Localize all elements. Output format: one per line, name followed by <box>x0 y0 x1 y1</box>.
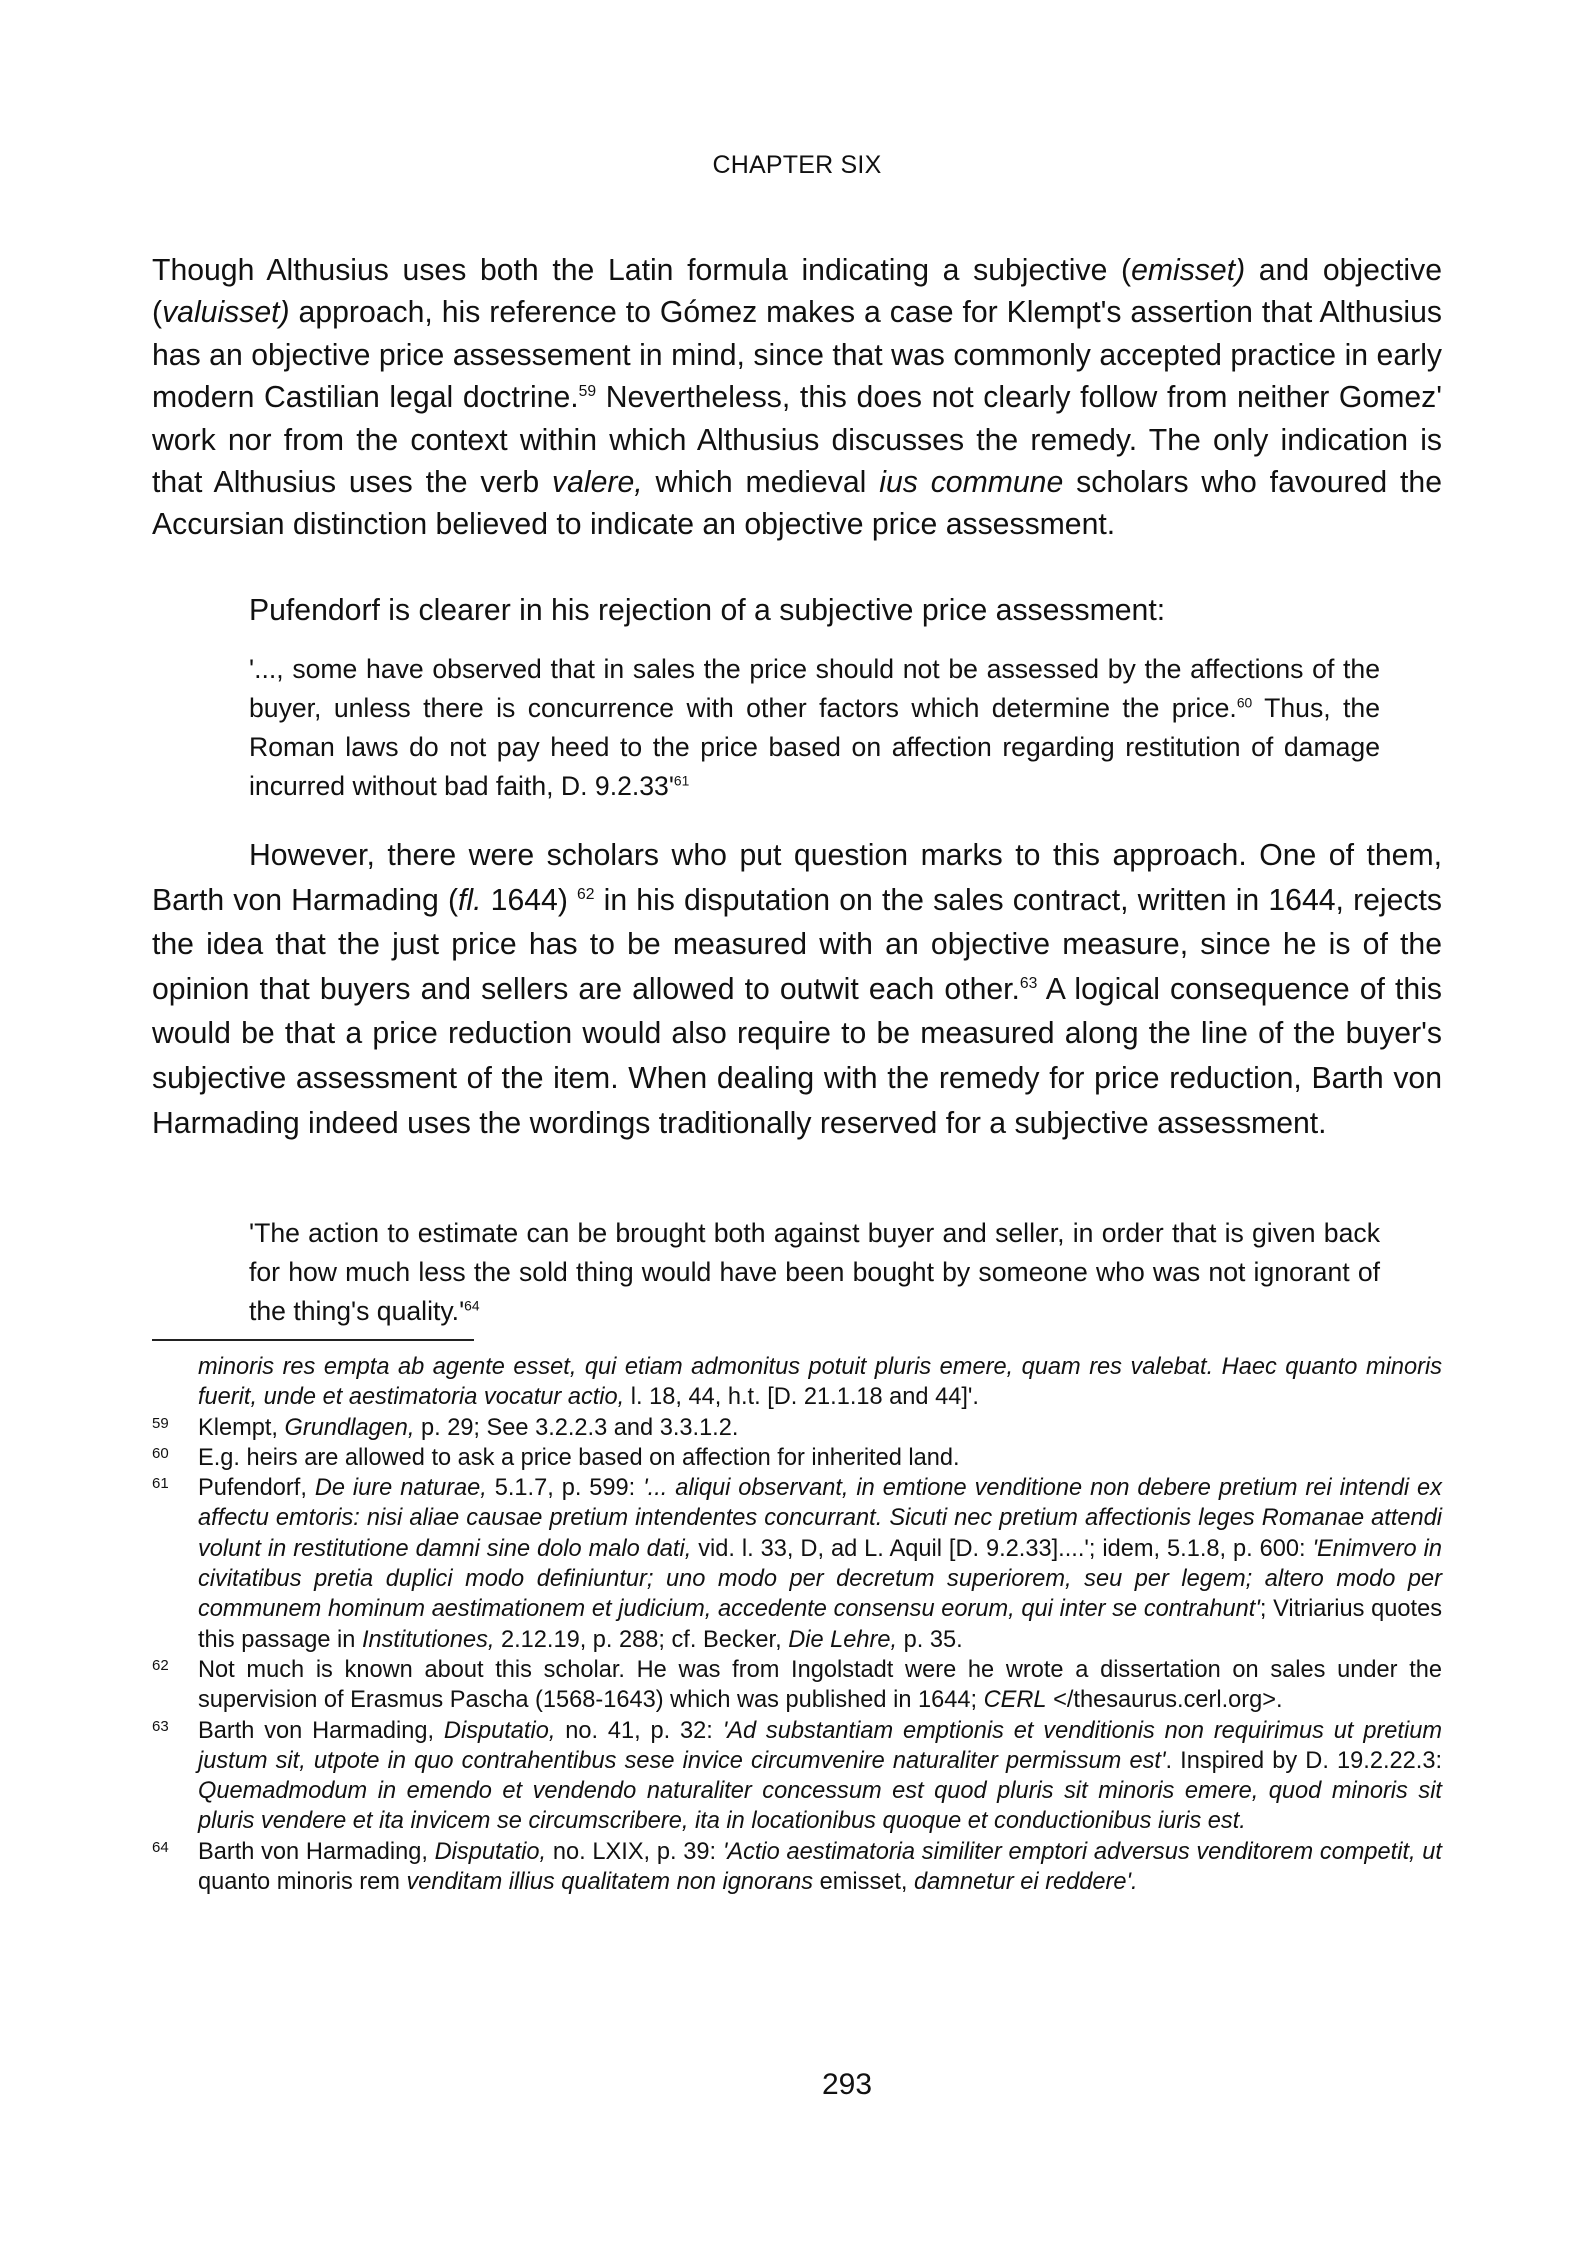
text-run: E.g. heirs are allowed to ask a price based on affection for inherited land. <box>198 1444 960 1471</box>
footnote-reference[interactable]: 60 <box>1236 694 1253 711</box>
text-run: emisset, <box>813 1869 915 1896</box>
body-paragraph-harmading <box>152 834 1442 1146</box>
italic-text: valere, <box>552 466 643 500</box>
text-run: Pufendorf is clearer in his rejection of a subjective price assessment: <box>249 594 1166 627</box>
footnote-reference[interactable]: 64 <box>464 1297 480 1314</box>
italic-text: valuisset) <box>162 296 290 330</box>
footnote-separator-rule <box>152 1339 474 1341</box>
text-run: . Inspired by D. 19.2.22.3: <box>1165 1747 1442 1774</box>
italic-text: Disputatio, <box>443 1717 556 1744</box>
footnote-reference[interactable]: 59 <box>578 383 597 401</box>
footnote-text <box>198 1445 960 1471</box>
footnote-number: 60 <box>152 1444 169 1462</box>
footnote-64 <box>152 1837 1442 1898</box>
footnote-61 <box>152 1473 1442 1655</box>
text-run: 2.12.19, p. 288; cf. Becker, <box>494 1626 789 1653</box>
body-paragraph-pufendorf-intro <box>152 590 1442 632</box>
text-run: Barth von Harmading, <box>198 1838 435 1865</box>
text-run: However, there were scholars who put question marks to this approach. One of them, Barth von Harmading ( <box>152 839 1442 917</box>
footnote-number: 61 <box>152 1475 169 1493</box>
footnote-reference[interactable]: 63 <box>1019 974 1038 992</box>
text-run: which medieval <box>642 466 880 500</box>
text-run: A logical consequence of this would be that a price reduction would also require to be measured along the line of the buyer's subjective assessment of the item. When dealing with the remedy for price reduction, Barth von Harmading indeed uses the wordings traditionally reserved for a subjective assessment. <box>152 972 1442 1140</box>
italic-text: CERL <box>983 1687 1047 1714</box>
text-run: ; Vitriarius quotes this passage in <box>198 1596 1442 1653</box>
running-head-chapter-title: CHAPTER SIX <box>712 151 882 179</box>
blockquote-pufendorf <box>249 650 1380 806</box>
footnote-reference[interactable]: 61 <box>673 772 690 789</box>
text-run: Pufendorf, <box>198 1475 315 1502</box>
italic-text: minoris res empta ab agente esset, qui etiam admonitus potuit pluris emere, quam res valebat. Haec quanto minoris fuerit, unde et aestimatoria vocatur actio, <box>198 1354 1442 1411</box>
footnote-59 <box>152 1413 1442 1443</box>
footnotes-section <box>152 1352 1442 1897</box>
footnote-reference[interactable]: 62 <box>577 885 595 903</box>
italic-text: venditam illius qualitatem non ignorans <box>406 1869 814 1896</box>
footnote-text <box>198 1354 1442 1410</box>
text-run: approach, his reference to Gómez makes a case for Klempt's assertion that Althusius has an objective price assessement in mind, since that was commonly accepted practice in early modern Castilian legal doctrine. <box>152 296 1442 415</box>
italic-text: 'Actio aestimatoria similiter emptori adversus venditorem competit, ut <box>722 1838 1442 1865</box>
footnote-text <box>198 1657 1442 1713</box>
italic-text: De iure naturae, <box>314 1475 487 1502</box>
text-run: Klempt, <box>198 1414 285 1441</box>
footnote-60 <box>152 1443 1442 1473</box>
italic-text: 'Enimvero in civitatibus pretia duplici modo definiuntur; uno modo per decretum superiorem, seu per legem; altero modo per communem hominum aestimationem et judicium, accedente consensu eorum, qui inter se contrahunt' <box>198 1535 1442 1623</box>
footnote-63 <box>152 1716 1442 1837</box>
footnote-number: 59 <box>152 1414 169 1432</box>
text-run: Thus, the Roman laws do not pay heed to the price based on affection regarding restitution of damage incurred without bad faith, D. 9.2.33' <box>249 693 1380 801</box>
text-run: in his disputation on the sales contract, written in 1644, rejects the idea that the just price has to be measured with an objective measure, since he is of the opinion that buyers and sellers are allowed to outwit each other. <box>152 883 1442 1006</box>
text-run: 1644) <box>481 883 578 917</box>
text-run: l. 18, 44, h.t. [D. 21.1.18 and 44]'. <box>624 1384 979 1411</box>
italic-text: 'Ad substantiam emptionis et venditionis non requirimus ut pretium justum sit, utpote in quo contrahentibus sese invice circumvenire naturaliter permissum est' <box>198 1717 1442 1774</box>
text-run: no. LXIX, p. 39: <box>546 1838 723 1865</box>
text-run: Barth von Harmading, <box>198 1717 444 1744</box>
footnote-62 <box>152 1655 1442 1716</box>
text-run: Though Althusius uses both the Latin formula indicating a subjective ( <box>152 254 1132 287</box>
text-run: p. 29; See 3.2.2.3 and 3.3.1.2. <box>414 1414 739 1441</box>
italic-text: emisset) <box>1131 254 1246 287</box>
italic-text: ius commune <box>879 466 1064 500</box>
text-run: p. 35. <box>897 1626 963 1653</box>
footnote-text <box>198 1718 1442 1835</box>
text-run: vid. l. 33, D, ad L. Aquil [D. 9.2.33]....'; idem, 5.1.8, p. 600: <box>691 1535 1313 1562</box>
footnote-number: 63 <box>152 1717 169 1735</box>
text-run: '..., some have observed that in sales the price should not be assessed by the affections of the buyer, unless there is concurrence with other factors which determine the price. <box>249 654 1380 723</box>
footnote-number: 64 <box>152 1838 169 1856</box>
text-run: 5.1.7, p. 599: <box>486 1475 644 1502</box>
text-run: </thesaurus.cerl.org>. <box>1046 1687 1283 1714</box>
footnote-number: 62 <box>152 1656 169 1674</box>
text-run: and objective ( <box>152 254 1442 330</box>
footnote-continuation <box>152 1352 1442 1413</box>
italic-text: Institutiones, <box>361 1626 495 1653</box>
italic-text: '... aliqui observant, in emtione venditione non debere pretium rei intendi ex affectu emtoris: nisi aliae causae pretium intendentes concurrant. Sicuti nec pretium affectionis leges Romanae attendi volunt in restitutione damni sine dolo malo dati, <box>198 1475 1442 1562</box>
text-run: quanto minoris rem <box>198 1869 407 1896</box>
italic-text: fl. <box>458 883 482 917</box>
text-run: scholars who favoured the Accursian distinction believed to indicate an objective price assessment. <box>152 466 1442 542</box>
italic-text: damnetur ei reddere'. <box>914 1869 1138 1896</box>
blockquote-harmading <box>249 1214 1380 1331</box>
text-run: no. 41, p. 32: <box>555 1717 723 1744</box>
text-run: Not much is known about this scholar. He was from Ingolstadt were he wrote a dissertation on sales under the supervision of Erasmus Pascha (1568-1643) which was published in 1644; <box>198 1656 1442 1714</box>
body-paragraph-althusius <box>152 250 1442 547</box>
footnote-text <box>198 1475 1442 1652</box>
italic-text: Grundlagen, <box>284 1414 415 1441</box>
page-number: 293 <box>821 2068 873 2101</box>
italic-text: Quemadmodum in emendo et vendendo naturaliter concessum est quod pluris sit minoris emere, quod minoris sit pluris vendere et ita invicem se circumscribere, ita in locationibus quoque et conductionibus iuris est. <box>198 1778 1442 1835</box>
text-run: 'The action to estimate can be brought both against buyer and seller, in order that is given back for how much less the sold thing would have been bought by someone who was not ignorant of the thing's quality.' <box>249 1218 1380 1326</box>
text-run: Nevertheless, this does not clearly follow from neither Gomez' work nor from the context within which Althusius discusses the remedy. The only indication is that Althusius uses the verb <box>152 381 1442 500</box>
footnote-text <box>198 1839 1442 1895</box>
italic-text: Disputatio, <box>434 1838 547 1865</box>
italic-text: Die Lehre, <box>788 1626 898 1653</box>
footnote-text <box>198 1415 738 1441</box>
